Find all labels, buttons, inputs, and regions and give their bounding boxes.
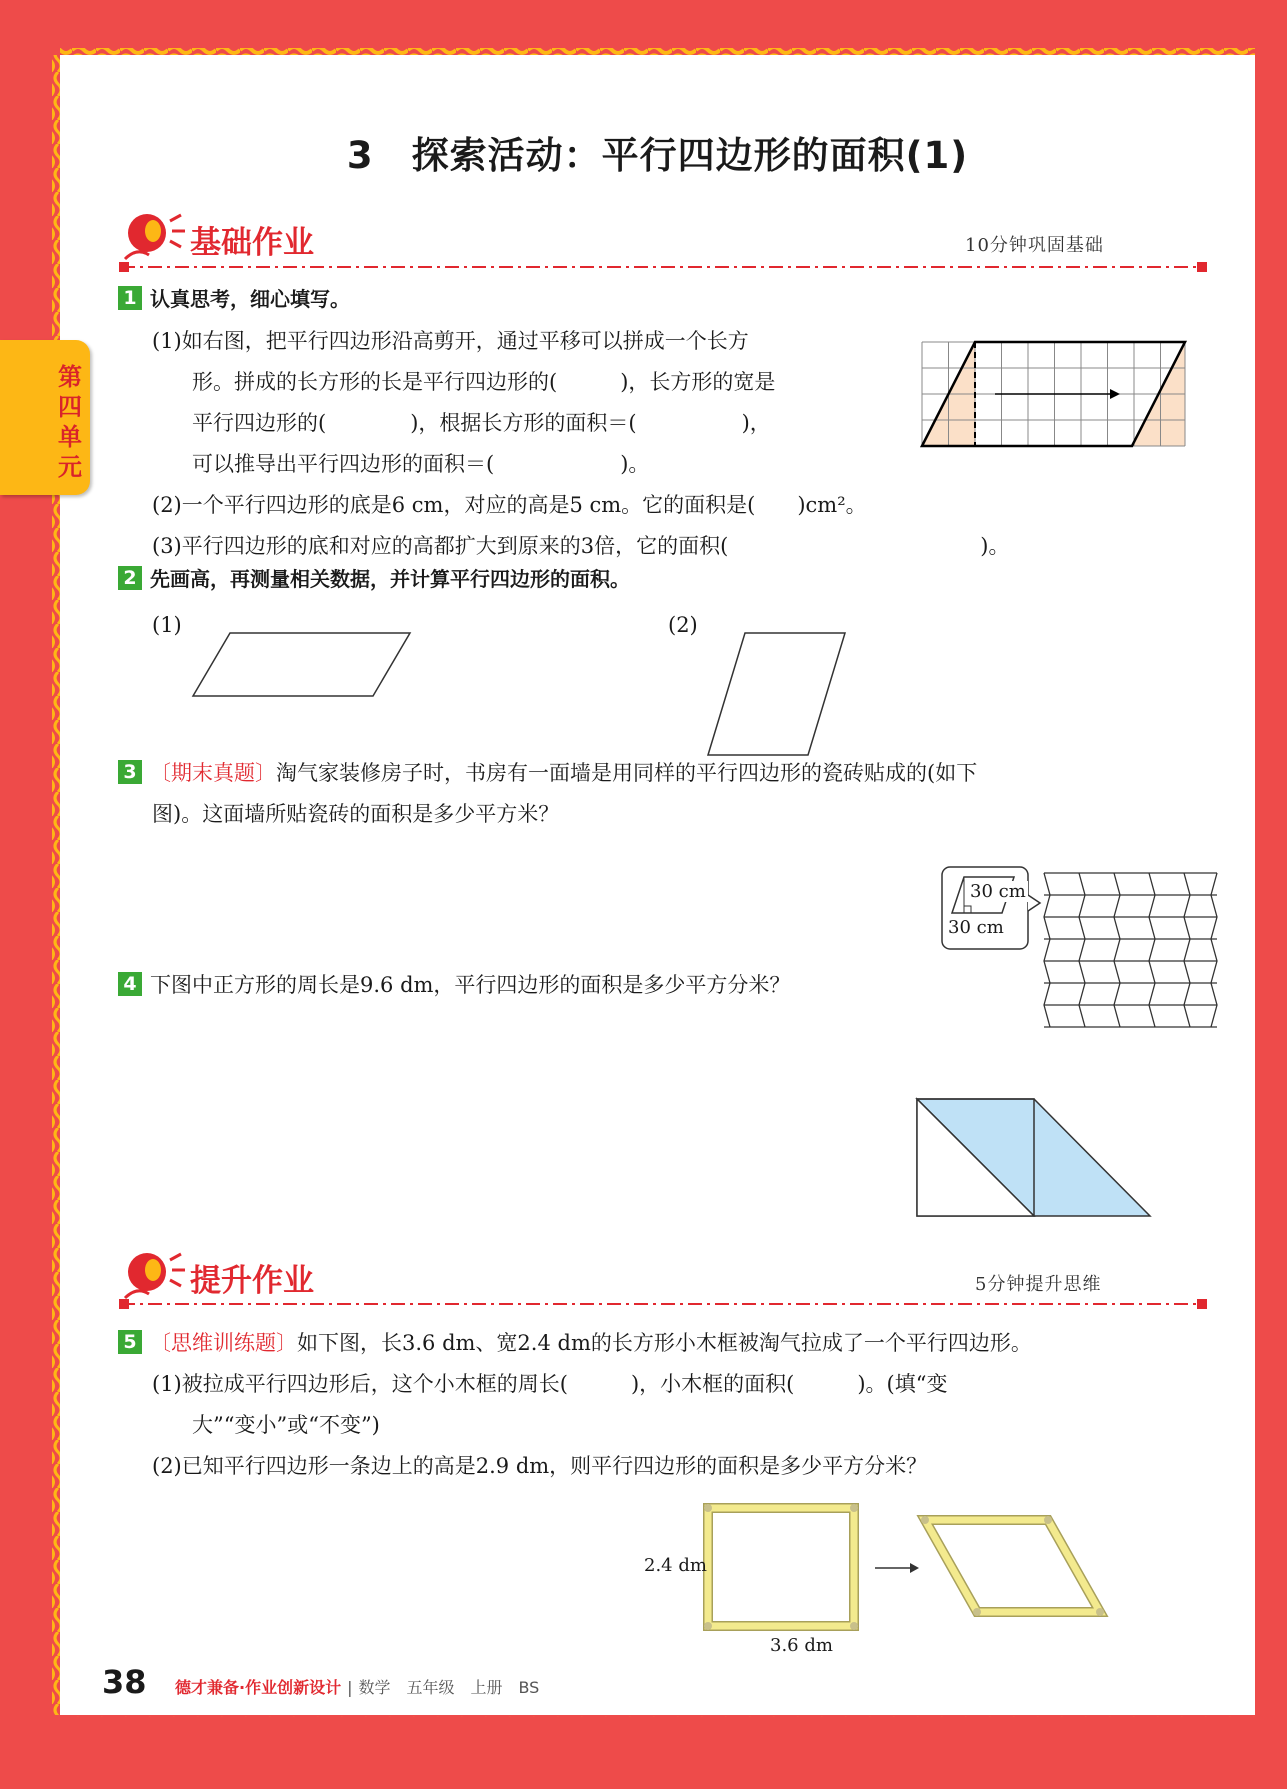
footer-series: 德才兼备·作业创新设计 | 数学 五年级 上册 BS: [175, 1678, 540, 1697]
unit-side-tab: [0, 340, 90, 495]
page-title: 3 探索活动：平行四边形的面积(1): [346, 134, 969, 177]
q1-part1-line3: 平行四边形的( )，根据长方形的面积＝( )，: [192, 411, 771, 435]
q1-part1-line4: 可以推导出平行四边形的面积＝( )。: [192, 452, 650, 476]
section-note-advanced: 5分钟提升思维: [975, 1274, 1102, 1295]
q3-line1: 3 〔期末真题〕淘气家装修房子时，书房有一面墙是用同样的平行四边形的瓷砖贴成的(如下: [118, 753, 977, 794]
question-2-heading: 2 先画高，再测量相关数据，并计算平行四边形的面积。: [118, 563, 630, 592]
q2-label-2: (2): [668, 613, 698, 637]
q3-tag: 〔期末真题〕: [150, 761, 276, 785]
q1-part3-line: (3)平行四边形的底和对应的高都扩大到原来的3倍，它的面积( )。: [152, 534, 1010, 558]
q1-part2-line: (2)一个平行四边形的底是6 cm，对应的高是5 cm。它的面积是( )cm²。: [152, 493, 867, 517]
question-number-badge: 2: [118, 566, 142, 590]
q3-line2: 图)。这面墙所贴瓷砖的面积是多少平方米？: [152, 802, 560, 826]
q5-part1-line1: (1)被拉成平行四边形后，这个小木框的周长( )，小木框的面积( )。(填“变: [152, 1372, 948, 1396]
q1-part1-line1: (1)如右图，把平行四边形沿高剪开，通过平移可以拼成一个长方: [152, 329, 749, 353]
q5-wooden-frame-figure: [700, 1500, 1220, 1685]
bulb-icon: [125, 1253, 185, 1298]
worksheet-page: [60, 55, 1255, 1715]
q2-parallelogram-1: [190, 630, 420, 700]
question-number-badge: 4: [118, 972, 142, 996]
section-title-advanced: 提升作业: [190, 1263, 314, 1299]
section-note-basic: 10分钟巩固基础: [965, 235, 1104, 256]
q3-dim-base: 30 cm: [948, 917, 1004, 938]
unit-side-tab-label: 第四单元: [58, 363, 82, 481]
q5-tag: 〔思维训练题〕: [150, 1331, 297, 1355]
question-number-badge: 1: [118, 286, 142, 310]
q5-dim-width: 2.4 dm: [644, 1555, 707, 1576]
q5-part1-line2: 大”“变小”或“不变”): [192, 1413, 380, 1437]
section-title-basic: 基础作业: [190, 225, 314, 261]
question-number-badge: 3: [118, 760, 142, 784]
question-1-heading: 1 认真思考，细心填写。: [118, 283, 350, 312]
bulb-icon: [125, 214, 185, 259]
q5-part2-line1: (2)已知平行四边形一条边上的高是2.9 dm，则平行四边形的面积是多少平方分米？: [152, 1454, 928, 1478]
q1-part1-line2: 形。拼成的长方形的长是平行四边形的( )，长方形的宽是: [192, 370, 776, 394]
q2-label-1: (1): [152, 613, 182, 637]
q4-square-parallelogram-figure: [915, 1097, 1155, 1219]
page-number: 38: [102, 1663, 147, 1701]
q2-parallelogram-2: [705, 630, 855, 760]
question-number-badge: 5: [118, 1330, 142, 1354]
q5-dim-length: 3.6 dm: [770, 1635, 833, 1656]
q1-grid-figure: [920, 340, 1220, 452]
q5-line1: 5 〔思维训练题〕如下图，长3.6 dm、宽2.4 dm的长方形小木框被淘气拉成了一个平行四边形。: [118, 1323, 1032, 1364]
q4-line1: 4 下图中正方形的周长是9.6 dm，平行四边形的面积是多少平方分米？: [118, 965, 790, 1006]
q3-dim-height: 30 cm: [970, 881, 1026, 902]
